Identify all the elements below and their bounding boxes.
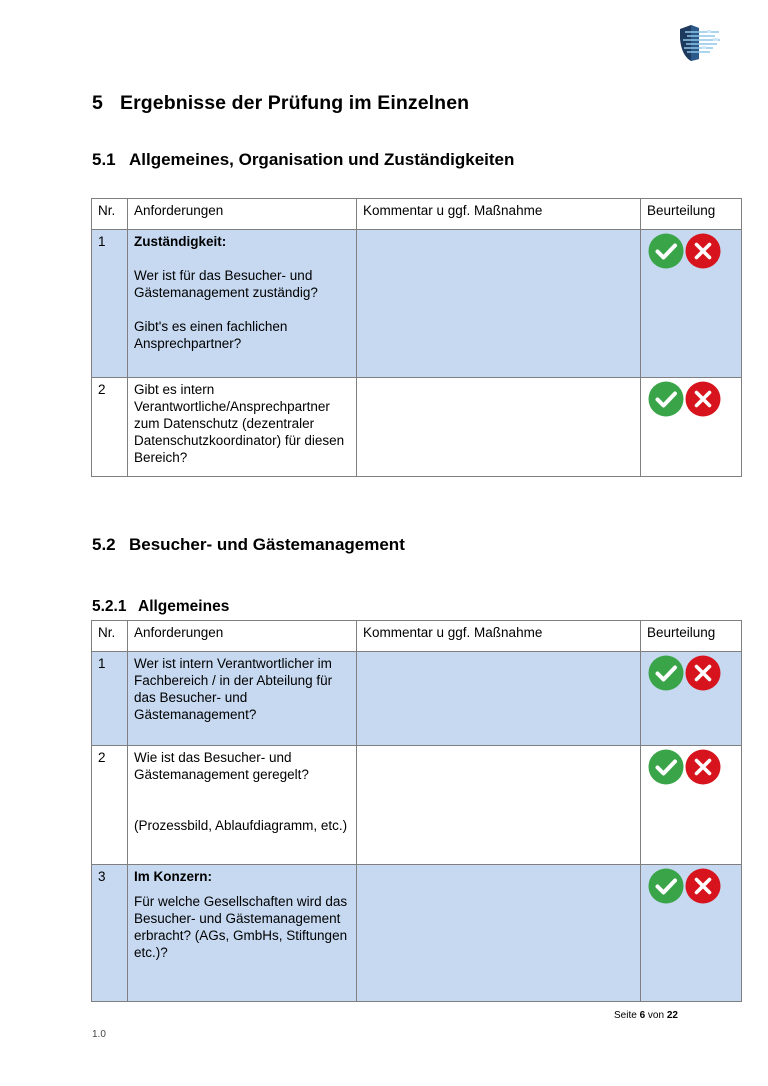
rating-cell	[641, 652, 742, 746]
requirement-cell	[128, 230, 357, 378]
check-icon[interactable]	[648, 749, 684, 785]
document-version: 1.0	[92, 1029, 106, 1040]
col-header-nr: Nr.	[92, 199, 128, 230]
cross-icon[interactable]	[685, 381, 721, 417]
requirement-cell	[128, 378, 357, 477]
col-header-requirements: Anforderungen	[128, 199, 357, 230]
check-icon[interactable]	[648, 233, 684, 269]
cross-icon[interactable]	[685, 655, 721, 691]
col-header-comment: Kommentar u ggf. Maßnahme	[357, 199, 641, 230]
requirement-cell	[128, 865, 357, 1002]
chapter-heading: 5 Ergebnisse der Prüfung im Einzelnen	[92, 92, 470, 114]
requirement-text: Für welche Gesellschaften wird das Besucher- und Gästemanagement erbracht? (AGs, GmbHs, Stiftungen etc.)?	[134, 894, 348, 960]
table-row	[92, 746, 742, 865]
table-row	[92, 652, 742, 746]
table-header-row	[92, 199, 742, 230]
cross-icon[interactable]	[685, 233, 721, 269]
row-number: 1	[92, 652, 128, 746]
rating-cell	[641, 230, 742, 378]
row-number: 3	[92, 865, 128, 1002]
table-row	[92, 865, 742, 1002]
comment-cell[interactable]	[357, 746, 641, 865]
rating-cell	[641, 746, 742, 865]
requirement-title: Im Konzern:	[134, 869, 213, 884]
requirement-cell	[128, 746, 357, 865]
requirement-text: Wie ist das Besucher- und Gästemanagement geregelt?	[134, 750, 309, 782]
requirement-title: Zuständigkeit:	[134, 234, 227, 249]
requirement-text: Gibt es intern Verantwortliche/Ansprechpartner zum Datenschutz (dezentraler Datenschutzkoordinator) für diesen Bereich?	[134, 382, 345, 465]
rating-cell	[641, 865, 742, 1002]
comment-cell[interactable]	[357, 865, 641, 1002]
comment-cell[interactable]	[357, 652, 641, 746]
requirement-text: (Prozessbild, Ablaufdiagramm, etc.)	[134, 818, 348, 833]
shield-logo	[677, 23, 721, 63]
col-header-rating: Beurteilung	[641, 621, 742, 652]
table-header-row	[92, 621, 742, 652]
requirements-table-5-2-1	[91, 620, 742, 1002]
col-header-rating: Beurteilung	[641, 199, 742, 230]
check-icon[interactable]	[648, 868, 684, 904]
row-number: 2	[92, 746, 128, 865]
cross-icon[interactable]	[685, 749, 721, 785]
row-number: 2	[92, 378, 128, 477]
requirement-text: Wer ist für das Besucher- und Gästemanagement zuständig?	[134, 268, 318, 300]
table-row	[92, 378, 742, 477]
check-icon[interactable]	[648, 655, 684, 691]
comment-cell[interactable]	[357, 230, 641, 378]
rating-cell	[641, 378, 742, 477]
requirement-cell	[128, 652, 357, 746]
cross-icon[interactable]	[685, 868, 721, 904]
col-header-requirements: Anforderungen	[128, 621, 357, 652]
page-number: Seite 6 von 22	[614, 1010, 678, 1021]
check-icon[interactable]	[648, 381, 684, 417]
col-header-comment: Kommentar u ggf. Maßnahme	[357, 621, 641, 652]
section-heading-5-1: 5.1 Allgemeines, Organisation und Zuständigkeiten	[92, 150, 515, 169]
section-heading-5-2: 5.2 Besucher- und Gästemanagement	[92, 535, 405, 554]
requirements-table-5-1	[91, 198, 742, 477]
row-number: 1	[92, 230, 128, 378]
table-row	[92, 230, 742, 378]
requirement-text: Gibt's es einen fachlichen Ansprechpartner?	[134, 319, 288, 351]
section-heading-5-2-1: 5.2.1 Allgemeines	[92, 598, 230, 615]
col-header-nr: Nr.	[92, 621, 128, 652]
comment-cell[interactable]	[357, 378, 641, 477]
requirement-text: Wer ist intern Verantwortlicher im Fachbereich / in der Abteilung für das Besucher- und Gästemanagement?	[134, 656, 333, 722]
